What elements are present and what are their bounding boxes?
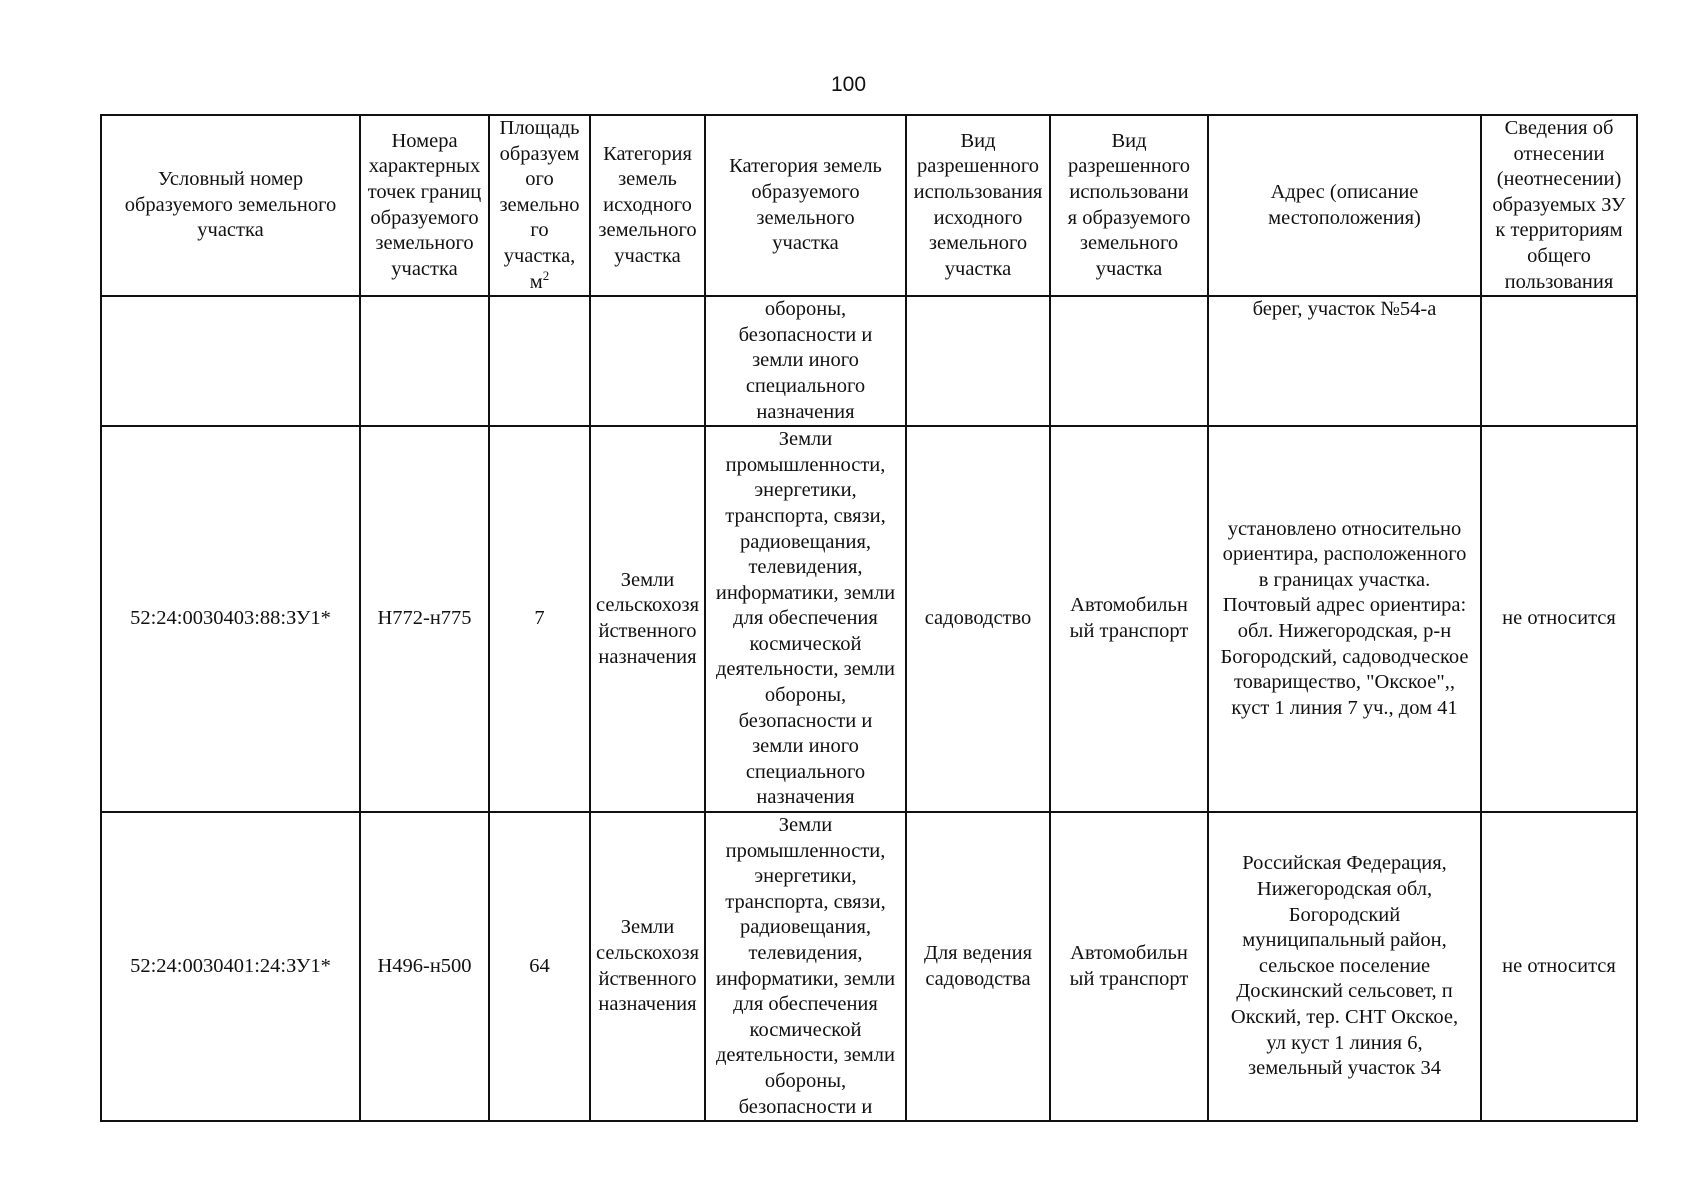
header-points: Номера характерных точек границ образуемого земельного участка [360, 115, 489, 296]
table-row [101, 426, 1637, 812]
cell-use-source: Для ведения садоводства [906, 812, 1050, 1121]
cell-category-source: Земли сельскохозя йственного назначения [590, 426, 705, 812]
cell-common-use: не относится [1481, 812, 1637, 1121]
cell-points [360, 296, 489, 426]
header-use-target: Вид разрешенного использовани я образуемого земельного участка [1050, 115, 1208, 296]
page-number: 100 [830, 73, 867, 96]
cell-category-target: Земли промышленности, энергетики, транспорта, связи, радиовещания, телевидения, информатики, земли для обеспечения космической деятельности, земли обороны, безопасности и [705, 812, 906, 1121]
cell-address: берег, участок №54-а [1208, 296, 1481, 426]
cell-use-source: садоводство [906, 426, 1050, 812]
cell-category-target: обороны, безопасности и земли иного специального назначения [705, 296, 906, 426]
cell-category-target: Земли промышленности, энергетики, транспорта, связи, радиовещания, телевидения, информатики, земли для обеспечения космической деятельности, земли обороны, безопасности и земли иного специального назначения [705, 426, 906, 812]
cell-use-source [906, 296, 1050, 426]
cell-common-use [1481, 296, 1637, 426]
cell-number: 52:24:0030403:88:ЗУ1* [101, 426, 360, 812]
table-row [101, 812, 1637, 1121]
header-area-superscript: 2 [542, 267, 550, 283]
header-category-source: Категория земель исходного земельного участка [590, 115, 705, 296]
header-area: Площадь образуем ого земельно го участка, $м^2$ [489, 115, 590, 296]
header-number: Условный номер образуемого земельного участка [101, 115, 360, 296]
cell-use-target [1050, 296, 1208, 426]
header-address: Адрес (описание местоположения) [1208, 115, 1481, 296]
cell-category-source: Земли сельскохозя йственного назначения [590, 812, 705, 1121]
cell-address: установлено относительно ориентира, расположенного в границах участка. Почтовый адрес ориентира: обл. Нижегородская, р-н Богородский, садоводческое товарищество, "Окское",, куст 1 линия 7 уч., дом 41 [1208, 426, 1481, 812]
cell-common-use: не относится [1481, 426, 1637, 812]
cell-points: Н772-н775 [360, 426, 489, 812]
land-plots-table [100, 114, 1638, 1122]
cell-use-target: Автомобильн ый транспорт [1050, 812, 1208, 1121]
table-header-row [101, 115, 1637, 296]
table-row [101, 296, 1637, 426]
cell-area: 64 [489, 812, 590, 1121]
cell-address: Российская Федерация, Нижегородская обл, Богородский муниципальный район, сельское поселение Доскинский сельсовет, п Окский, тер. СНТ Окское, ул куст 1 линия 6, земельный участок 34 [1208, 812, 1481, 1121]
cell-number [101, 296, 360, 426]
header-common-use: Сведения об отнесении (неотнесении) образуемых ЗУ к территориям общего пользования [1481, 115, 1637, 296]
cell-area: 7 [489, 426, 590, 812]
header-use-source: Вид разрешенного использования исходного земельного участка [906, 115, 1050, 296]
cell-use-target: Автомобильн ый транспорт [1050, 426, 1208, 812]
header-category-target: Категория земель образуемого земельного участка [705, 115, 906, 296]
cell-number: 52:24:0030401:24:ЗУ1* [101, 812, 360, 1121]
cell-area [489, 296, 590, 426]
cell-category-source [590, 296, 705, 426]
cell-points: Н496-н500 [360, 812, 489, 1121]
